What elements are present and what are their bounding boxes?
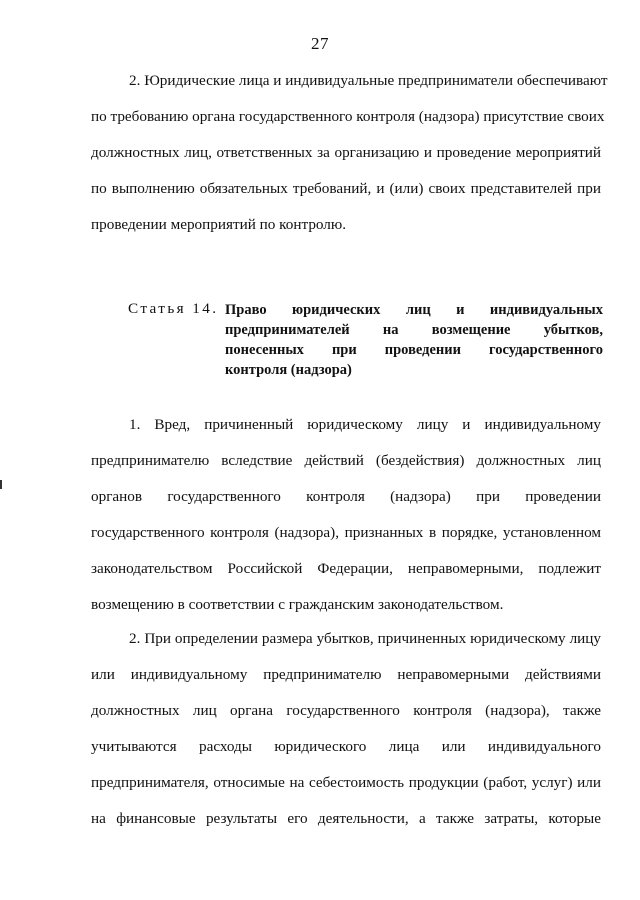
text-line: 2. При определении размера убытков, причиненных юридическому лицу xyxy=(129,630,601,647)
text-line: законодательством Российской Федерации, неправомерными, подлежит xyxy=(91,560,601,577)
article-label: Статья 14. xyxy=(128,300,219,317)
text-line: органов государственного контроля (надзора) при проведении xyxy=(91,488,601,505)
text-line: 1. Вред, причиненный юридическому лицу и индивидуальному xyxy=(129,416,601,433)
text-line: предпринимателя, относимые на себестоимость продукции (работ, услуг) или xyxy=(91,774,601,791)
text-line: предпринимателю вследствие действий (бездействия) должностных лиц xyxy=(91,452,601,469)
article-title-line: предпринимателей на возмещение убытков, xyxy=(225,322,603,338)
text-line: возмещению в соответствии с гражданским законодательством. xyxy=(91,596,504,613)
article-title xyxy=(225,300,603,380)
text-line: учитываются расходы юридического лица или индивидуального xyxy=(91,738,601,755)
article-title-line: Право юридических лиц и индивидуальных xyxy=(225,302,603,318)
text-line: государственного контроля (надзора), признанных в порядке, установленном xyxy=(91,524,601,541)
text-line: по требованию органа государственного контроля (надзора) присутствие своих xyxy=(91,108,605,125)
scan-margin-mark xyxy=(0,480,2,489)
article-title-line: контроля (надзора) xyxy=(225,362,352,378)
article-title-line: понесенных при проведении государственного xyxy=(225,342,603,358)
paragraph-13-2 xyxy=(91,72,608,252)
text-line: по выполнению обязательных требований, и (или) своих представителей при xyxy=(91,180,601,197)
page-number: 27 xyxy=(311,34,329,53)
text-line: на финансовые результаты его деятельности, а также затраты, которые xyxy=(91,810,601,827)
text-line: или индивидуальному предпринимателю неправомерными действиями xyxy=(91,666,601,683)
text-line: должностных лиц, ответственных за организацию и проведение мероприятий xyxy=(91,144,601,161)
text-line: проведении мероприятий по контролю. xyxy=(91,216,347,233)
paragraph-14-2 xyxy=(91,630,601,846)
text-line: должностных лиц органа государственного контроля (надзора), также xyxy=(91,702,601,719)
paragraph-14-1 xyxy=(91,416,601,632)
text-line: 2. Юридические лица и индивидуальные предприниматели обеспечивают xyxy=(129,72,608,89)
